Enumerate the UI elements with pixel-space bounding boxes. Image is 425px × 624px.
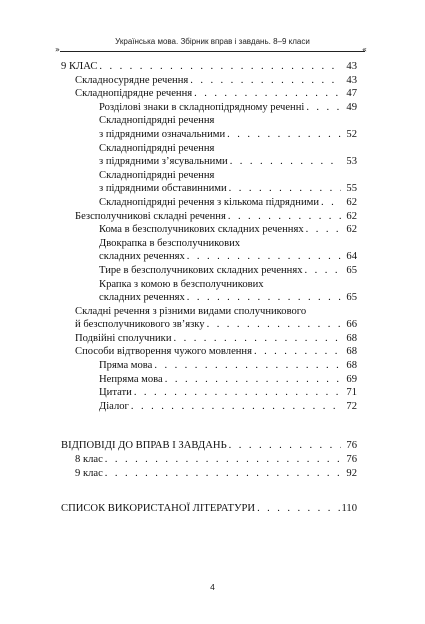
page-ref: 62 [346, 210, 357, 222]
leader-dots [105, 467, 341, 481]
toc-entry-answers-grade8[interactable]: 8 клас . . . 76 [61, 453, 357, 467]
header-ornament-left: » [55, 45, 60, 54]
page-ref: 65 [346, 292, 357, 304]
toc-entry-comma[interactable]: Кома в безсполучникових складних реченнях . . . 62 [61, 223, 357, 237]
page-ref: 69 [346, 373, 357, 385]
page-ref: 68 [346, 332, 357, 344]
table-of-contents [61, 60, 357, 516]
leader-dots [187, 250, 341, 264]
leader-dots [229, 439, 341, 453]
page-ref: 66 [346, 319, 357, 331]
leader-dots [134, 386, 341, 400]
toc-entry-complex[interactable]: Складнопідрядне речення . . . 47 [61, 87, 357, 101]
page-ref: 43 [346, 74, 357, 86]
toc-entry-semicolon[interactable]: Крапка з комою в безсполучникових складних реченнях . . . 65 [61, 278, 357, 305]
leader-dots [321, 196, 341, 210]
leader-dots [230, 155, 341, 169]
leader-dots [154, 359, 341, 373]
leader-dots [228, 210, 341, 224]
page-ref: 92 [346, 467, 357, 479]
toc-entry-colon[interactable]: Двокрапка в безсполучникових складних реченнях . . . 64 [61, 237, 357, 264]
header-rule [60, 51, 365, 52]
page-ref: 62 [346, 224, 357, 236]
page-ref: 64 [346, 251, 357, 263]
leader-dots [99, 60, 341, 74]
leader-dots [187, 291, 341, 305]
page-ref: 71 [346, 387, 357, 399]
toc-entry-answers-grade9[interactable]: 9 клас . . . 92 [61, 467, 357, 481]
page-ref: 52 [346, 128, 357, 140]
leader-dots [207, 318, 341, 332]
toc-entry-complex-punct[interactable]: Розділові знаки в складнопідрядному реченні . . . 49 [61, 101, 357, 115]
leader-dots [174, 332, 341, 346]
toc-entry-dialogue[interactable]: Діалог . . . 72 [61, 400, 357, 414]
toc-entry-asyndetic[interactable]: Безсполучникові складні речення . . . 62 [61, 210, 357, 224]
running-title: Українська мова. Збірник вправ і завдань. 8–9 класи [115, 37, 310, 46]
page-ref: 110 [341, 503, 357, 515]
leader-dots [165, 373, 341, 387]
leader-dots [306, 101, 341, 115]
page-ref: 76 [346, 454, 357, 466]
leader-dots [306, 223, 341, 237]
toc-entry-complex-multi[interactable]: Складнопідрядні речення з кількома підрядними . . . 62 [61, 196, 357, 210]
toc-entry-complex-adv[interactable]: Складнопідрядні речення з підрядними обставинними . . . 55 [61, 169, 357, 196]
toc-entry-quotes[interactable]: Цитати . . . 71 [61, 386, 357, 400]
page-ref: 53 [346, 156, 357, 168]
page-ref: 76 [346, 440, 357, 452]
page-ref: 62 [346, 196, 357, 208]
toc-entry-indirect[interactable]: Непряма мова . . . 69 [61, 373, 357, 387]
toc-entry-grade9[interactable]: 9 КЛАС . . . 43 [61, 60, 357, 74]
toc-entry-double-conj[interactable]: Подвійні сполучники . . . 68 [61, 332, 357, 346]
spacer [61, 480, 357, 502]
toc-entry-literature[interactable]: СПИСОК ВИКОРИСТАНОЇ ЛІТЕРАТУРИ . . . 110 [61, 502, 357, 516]
page-number: 4 [210, 582, 215, 592]
header-ornament-right: « [362, 45, 367, 54]
leader-dots [305, 264, 341, 278]
toc-entry-complex-attr[interactable]: Складнопідрядні речення з підрядними означальними . . . 52 [61, 114, 357, 141]
toc-entry-direct[interactable]: Пряма мова . . . 68 [61, 359, 357, 373]
leader-dots [227, 128, 341, 142]
page-ref: 55 [346, 183, 357, 195]
leader-dots [131, 400, 341, 414]
toc-entry-answers[interactable]: ВІДПОВІДІ ДО ВПРАВ І ЗАВДАНЬ . . . 76 [61, 439, 357, 453]
leader-dots [194, 87, 341, 101]
page-ref: 72 [346, 400, 357, 412]
page-ref: 43 [346, 61, 357, 72]
leader-dots [257, 502, 339, 516]
page-ref: 68 [346, 346, 357, 358]
toc-entry-speech[interactable]: Способи відтворення чужого мовлення . . . 68 [61, 345, 357, 359]
page-ref: 47 [346, 88, 357, 100]
page-ref: 68 [346, 360, 357, 372]
page-ref: 49 [346, 101, 357, 113]
toc-entry-compound[interactable]: Складносурядне речення . . . 43 [61, 74, 357, 88]
toc-entry-complex-expl[interactable]: Складнопідрядні речення з підрядними з’ясувальними . . . 53 [61, 142, 357, 169]
leader-dots [105, 453, 341, 467]
toc-entry-dash[interactable]: Тире в безсполучникових складних реченнях . . . 65 [61, 264, 357, 278]
toc-entry-mixed[interactable]: Складні речення з різними видами сполучникового й безсполучникового зв’язку . . . 66 [61, 305, 357, 332]
leader-dots [229, 182, 341, 196]
leader-dots [254, 345, 341, 359]
spacer [61, 413, 357, 439]
leader-dots [190, 74, 341, 88]
page-ref: 65 [346, 264, 357, 276]
